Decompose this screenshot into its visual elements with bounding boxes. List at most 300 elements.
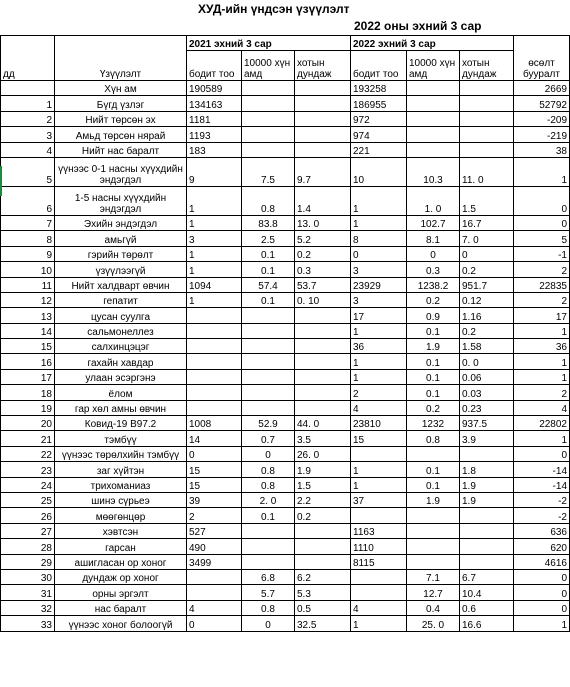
cell-per10000-2021: 0.8 [242,462,295,477]
cell-actual-2022: 972 [351,111,407,126]
table-row [1,554,570,569]
cell-cityavg-2022: 1.8 [460,462,514,477]
cell-index: 2 [1,111,55,126]
cell-actual-2022: 8115 [351,554,407,569]
cell-indicator: амьгүй [55,231,187,246]
cell-cityavg-2021: 44. 0 [295,416,351,431]
cell-cityavg-2022: 1.9 [460,492,514,507]
header-index: дд [1,51,55,81]
header-actual-2021: бодит тоо [187,51,242,81]
cell-index: 25 [1,492,55,507]
cell-per10000-2022: 1.9 [407,492,460,507]
cell-indicator: хэвтсэн [55,523,187,538]
cell-cityavg-2021: 0.2 [295,246,351,261]
cell-index: 13 [1,308,55,323]
cell-actual-2021: 134163 [187,96,242,111]
cell-per10000-2021: 0.1 [242,508,295,523]
cell-cityavg-2021: 2.2 [295,492,351,507]
cell-cityavg-2022: 0.2 [460,262,514,277]
cell-cityavg-2022 [460,446,514,461]
table-row [1,354,570,369]
cell-per10000-2022: 0.1 [407,323,460,338]
cell-indicator: нас баралт [55,600,187,615]
cell-growth: -209 [514,111,570,126]
cell-indicator: шинэ сүрьеэ [55,492,187,507]
cell-actual-2022: 0 [351,246,407,261]
cell-actual-2021: 39 [187,492,242,507]
cell-per10000-2021: 0 [242,446,295,461]
cell-cityavg-2022: 0.12 [460,292,514,307]
cell-per10000-2021 [242,554,295,569]
header-per10000-2021: 10000 хүн амд [242,51,295,81]
cell-per10000-2021 [242,523,295,538]
cell-cityavg-2022 [460,96,514,111]
cell-index: 14 [1,323,55,338]
cell-actual-2021: 1008 [187,416,242,431]
cell-actual-2022: 23810 [351,416,407,431]
cell-per10000-2022: 0.3 [407,262,460,277]
cell-index: 24 [1,477,55,492]
cell-per10000-2022 [407,127,460,142]
cell-per10000-2022 [407,508,460,523]
cell-per10000-2021 [242,111,295,126]
cell-index: 12 [1,292,55,307]
cell-cityavg-2022: 1.16 [460,308,514,323]
cell-cityavg-2022: 0.2 [460,323,514,338]
cell-cityavg-2022: 0.6 [460,600,514,615]
cell-indicator: 1-5 насны хүүхдийн эндэгдэл [55,186,187,215]
cell-cityavg-2021: 1.4 [295,186,351,215]
cell-index: 9 [1,246,55,261]
cell-per10000-2021: 57.4 [242,277,295,292]
cell-actual-2022: 23929 [351,277,407,292]
cell-growth: 1 [514,157,570,186]
cell-per10000-2021 [242,127,295,142]
cell-actual-2022: 3 [351,262,407,277]
cell-actual-2022: 186955 [351,96,407,111]
cell-growth: 1 [514,369,570,384]
cell-per10000-2022: 0.9 [407,308,460,323]
cell-per10000-2022: 0.2 [407,292,460,307]
header-row-columns [1,51,570,81]
cell-cityavg-2021 [295,96,351,111]
cell-actual-2022: 4 [351,600,407,615]
table-row [1,569,570,584]
table-row [1,400,570,415]
table-row [1,111,570,126]
table-row [1,616,570,631]
cell-cityavg-2021: 0.3 [295,262,351,277]
cell-actual-2022: 1163 [351,523,407,538]
cell-cityavg-2021 [295,339,351,354]
cell-cityavg-2021: 0.2 [295,508,351,523]
cell-actual-2021: 1094 [187,277,242,292]
cell-actual-2022: 1 [351,215,407,230]
cell-index: 18 [1,385,55,400]
header-row-group [1,36,570,51]
cell-indicator: дундаж ор хоног [55,569,187,584]
table-row [1,215,570,230]
cell-index: 31 [1,585,55,600]
cell-growth: 2 [514,262,570,277]
cell-actual-2021: 1 [187,262,242,277]
cell-cityavg-2022: 16.6 [460,616,514,631]
report-subtitle: 2022 оны эхний 3 сар [354,19,482,33]
header-cityavg-2021: хотын дундаж [295,51,351,81]
table-row [1,323,570,338]
cell-per10000-2021 [242,96,295,111]
cell-actual-2021: 15 [187,477,242,492]
cell-per10000-2022 [407,446,460,461]
cell-index: 17 [1,369,55,384]
cell-indicator: улаан эсэргэнэ [55,369,187,384]
cell-growth: -1 [514,246,570,261]
row-selection-marker [0,166,2,196]
cell-actual-2021: 1 [187,215,242,230]
cell-growth: 36 [514,339,570,354]
cell-actual-2021: 1 [187,186,242,215]
table-row [1,246,570,261]
cell-actual-2021: 9 [187,157,242,186]
cell-per10000-2021 [242,81,295,96]
cell-cityavg-2021 [295,142,351,157]
cell-actual-2022 [351,569,407,584]
cell-cityavg-2021 [295,81,351,96]
cell-cityavg-2021: 9.7 [295,157,351,186]
cell-growth: 0 [514,585,570,600]
cell-actual-2021: 490 [187,539,242,554]
cell-growth: -14 [514,477,570,492]
cell-actual-2021 [187,369,242,384]
cell-index: 10 [1,262,55,277]
cell-growth: 636 [514,523,570,538]
cell-cityavg-2021 [295,354,351,369]
cell-per10000-2021 [242,323,295,338]
cell-per10000-2021: 0.8 [242,186,295,215]
cell-growth: 4 [514,400,570,415]
cell-actual-2021 [187,400,242,415]
cell-actual-2022: 1 [351,186,407,215]
cell-growth: -14 [514,462,570,477]
cell-growth: 1 [514,431,570,446]
cell-cityavg-2021: 6.2 [295,569,351,584]
cell-growth: 17 [514,308,570,323]
cell-cityavg-2021: 5.2 [295,231,351,246]
cell-actual-2022: 4 [351,400,407,415]
cell-actual-2021: 527 [187,523,242,538]
cell-actual-2021: 3 [187,231,242,246]
cell-indicator: Нийт төрсөн эх [55,111,187,126]
table-row [1,262,570,277]
cell-actual-2022: 3 [351,292,407,307]
cell-indicator: үүнээс төрөлхийн тэмбүү [55,446,187,461]
cell-growth: 0 [514,569,570,584]
cell-per10000-2022: 0 [407,246,460,261]
cell-cityavg-2022 [460,508,514,523]
cell-indicator: үүнээс 0-1 насны хүүхдийн эндэгдэл [55,157,187,186]
cell-cityavg-2021: 53.7 [295,277,351,292]
cell-growth: 1 [514,616,570,631]
table-row [1,81,570,96]
table-row [1,339,570,354]
cell-indicator: гахайн хавдар [55,354,187,369]
header-growth: өсөлт бууралт [514,51,570,81]
cell-index: 16 [1,354,55,369]
table-row [1,186,570,215]
cell-indicator: ёлом [55,385,187,400]
cell-per10000-2022: 8.1 [407,231,460,246]
cell-cityavg-2021: 0. 10 [295,292,351,307]
cell-cityavg-2021 [295,400,351,415]
cell-growth: 22802 [514,416,570,431]
cell-per10000-2022: 1. 0 [407,186,460,215]
cell-cityavg-2021: 26. 0 [295,446,351,461]
cell-actual-2021: 1 [187,246,242,261]
cell-per10000-2022 [407,539,460,554]
cell-actual-2022: 10 [351,157,407,186]
cell-per10000-2022: 1232 [407,416,460,431]
cell-indicator: үүнээс хоног болоогүй [55,616,187,631]
cell-cityavg-2021 [295,127,351,142]
cell-indicator: заг хүйтэн [55,462,187,477]
cell-growth: 2 [514,292,570,307]
cell-per10000-2022: 1238.2 [407,277,460,292]
cell-cityavg-2022: 7. 0 [460,231,514,246]
cell-actual-2022: 1 [351,462,407,477]
cell-actual-2022: 15 [351,431,407,446]
cell-cityavg-2022 [460,111,514,126]
cell-per10000-2022: 7.1 [407,569,460,584]
header-per10000-2022: 10000 хүн амд [407,51,460,81]
cell-per10000-2022: 1.9 [407,339,460,354]
cell-indicator: мөөгөнцөр [55,508,187,523]
cell-cityavg-2021: 3.5 [295,431,351,446]
cell-cityavg-2022: 937.5 [460,416,514,431]
cell-actual-2021 [187,354,242,369]
table-row [1,385,570,400]
cell-per10000-2021: 0.1 [242,292,295,307]
cell-indicator: салхинцэцэг [55,339,187,354]
cell-actual-2022: 1 [351,477,407,492]
table-row [1,600,570,615]
cell-index: 1 [1,96,55,111]
cell-growth: 38 [514,142,570,157]
cell-index: 23 [1,462,55,477]
cell-per10000-2022: 0.2 [407,400,460,415]
cell-cityavg-2021: 1.5 [295,477,351,492]
cell-indicator: орны эргэлт [55,585,187,600]
cell-indicator: гар хөл амны өвчин [55,400,187,415]
table-row [1,127,570,142]
cell-cityavg-2022: 1.58 [460,339,514,354]
cell-growth: 5 [514,231,570,246]
cell-cityavg-2022: 951.7 [460,277,514,292]
cell-cityavg-2022 [460,523,514,538]
cell-actual-2021: 1181 [187,111,242,126]
cell-indicator: цусан суулга [55,308,187,323]
cell-actual-2021 [187,585,242,600]
cell-cityavg-2022: 0.03 [460,385,514,400]
table-row [1,277,570,292]
cell-actual-2022: 2 [351,385,407,400]
cell-per10000-2021 [242,369,295,384]
cell-indicator: Хүн ам [55,81,187,96]
cell-growth: 4616 [514,554,570,569]
cell-index: 3 [1,127,55,142]
cell-indicator: ашигласан ор хоног [55,554,187,569]
cell-index: 15 [1,339,55,354]
cell-growth: 1 [514,354,570,369]
cell-index: 11 [1,277,55,292]
cell-per10000-2022: 0.1 [407,354,460,369]
cell-cityavg-2022: 11. 0 [460,157,514,186]
cell-index: 8 [1,231,55,246]
cell-actual-2022: 8 [351,231,407,246]
table-row [1,462,570,477]
cell-cityavg-2022 [460,554,514,569]
table-row [1,142,570,157]
cell-cityavg-2022 [460,127,514,142]
cell-per10000-2022 [407,523,460,538]
cell-per10000-2021 [242,400,295,415]
cell-cityavg-2022: 1.9 [460,477,514,492]
cell-per10000-2021: 6.8 [242,569,295,584]
cell-growth: 1 [514,323,570,338]
cell-per10000-2021: 52.9 [242,416,295,431]
cell-per10000-2021: 83.8 [242,215,295,230]
cell-per10000-2022: 10.3 [407,157,460,186]
table-row [1,231,570,246]
table-row [1,308,570,323]
cell-per10000-2022: 25. 0 [407,616,460,631]
cell-actual-2021: 3499 [187,554,242,569]
cell-per10000-2021: 7.5 [242,157,295,186]
cell-per10000-2022: 0.1 [407,385,460,400]
cell-actual-2021 [187,385,242,400]
cell-cityavg-2021 [295,523,351,538]
cell-per10000-2022 [407,554,460,569]
cell-cityavg-2022 [460,81,514,96]
cell-growth: 0 [514,446,570,461]
cell-index [1,81,55,96]
cell-actual-2022: 37 [351,492,407,507]
table-row [1,585,570,600]
cell-indicator: гэрийн төрөлт [55,246,187,261]
cell-index: 32 [1,600,55,615]
cell-actual-2022: 36 [351,339,407,354]
table-row [1,157,570,186]
cell-cityavg-2022: 0 [460,246,514,261]
cell-actual-2022 [351,508,407,523]
cell-index: 21 [1,431,55,446]
cell-indicator: Нийт халдварт өвчин [55,277,187,292]
cell-growth: -2 [514,492,570,507]
cell-per10000-2022: 102.7 [407,215,460,230]
cell-actual-2021: 0 [187,616,242,631]
cell-actual-2021: 15 [187,462,242,477]
cell-growth: 52792 [514,96,570,111]
cell-indicator: Амьд төрсөн нярай [55,127,187,142]
cell-per10000-2022: 0.1 [407,369,460,384]
cell-indicator: гарсан [55,539,187,554]
cell-per10000-2021 [242,142,295,157]
cell-actual-2021: 1 [187,292,242,307]
header-actual-2022: бодит тоо [351,51,407,81]
cell-growth: 2 [514,385,570,400]
cell-index: 33 [1,616,55,631]
cell-actual-2022: 1 [351,323,407,338]
table-row [1,416,570,431]
report-title: ХУД-ийн үндсэн үзүүлэлт [198,2,350,16]
cell-per10000-2022 [407,111,460,126]
cell-cityavg-2022 [460,539,514,554]
cell-growth: 22835 [514,277,570,292]
cell-index: 29 [1,554,55,569]
cell-actual-2021: 14 [187,431,242,446]
cell-indicator: Эхийн эндэгдэл [55,215,187,230]
cell-actual-2021: 190589 [187,81,242,96]
cell-actual-2021 [187,339,242,354]
cell-cityavg-2021: 1.9 [295,462,351,477]
table-row [1,292,570,307]
cell-per10000-2021: 0.1 [242,246,295,261]
table-row [1,369,570,384]
cell-per10000-2021 [242,339,295,354]
cell-index: 30 [1,569,55,584]
table-row [1,508,570,523]
cell-cityavg-2021 [295,369,351,384]
cell-per10000-2021: 5.7 [242,585,295,600]
table-row [1,492,570,507]
cell-growth: 0 [514,215,570,230]
cell-indicator: тэмбүү [55,431,187,446]
table-row [1,539,570,554]
cell-index: 22 [1,446,55,461]
cell-growth: 0 [514,600,570,615]
cell-cityavg-2021 [295,323,351,338]
cell-actual-2022: 974 [351,127,407,142]
cell-indicator: Бүгд үзлэг [55,96,187,111]
cell-index: 27 [1,523,55,538]
cell-growth: 2669 [514,81,570,96]
cell-per10000-2022: 0.8 [407,431,460,446]
cell-index: 4 [1,142,55,157]
cell-cityavg-2022: 16.7 [460,215,514,230]
cell-indicator: сальмонеллез [55,323,187,338]
cell-index: 26 [1,508,55,523]
cell-actual-2022: 193258 [351,81,407,96]
cell-actual-2022 [351,446,407,461]
cell-per10000-2021: 2. 0 [242,492,295,507]
cell-index: 20 [1,416,55,431]
cell-cityavg-2021 [295,111,351,126]
cell-actual-2022 [351,585,407,600]
cell-growth: -219 [514,127,570,142]
cell-index: 5 [1,157,55,186]
cell-actual-2022: 1 [351,369,407,384]
cell-cityavg-2021: 13. 0 [295,215,351,230]
cell-growth: 0 [514,186,570,215]
cell-cityavg-2021 [295,539,351,554]
header-indicator: Үзүүлэлт [55,51,187,81]
table-row [1,96,570,111]
cell-cityavg-2021 [295,308,351,323]
cell-cityavg-2022: 0.06 [460,369,514,384]
cell-per10000-2022 [407,142,460,157]
cell-indicator: Ковид-19 В97.2 [55,416,187,431]
cell-per10000-2022 [407,81,460,96]
cell-actual-2021 [187,323,242,338]
